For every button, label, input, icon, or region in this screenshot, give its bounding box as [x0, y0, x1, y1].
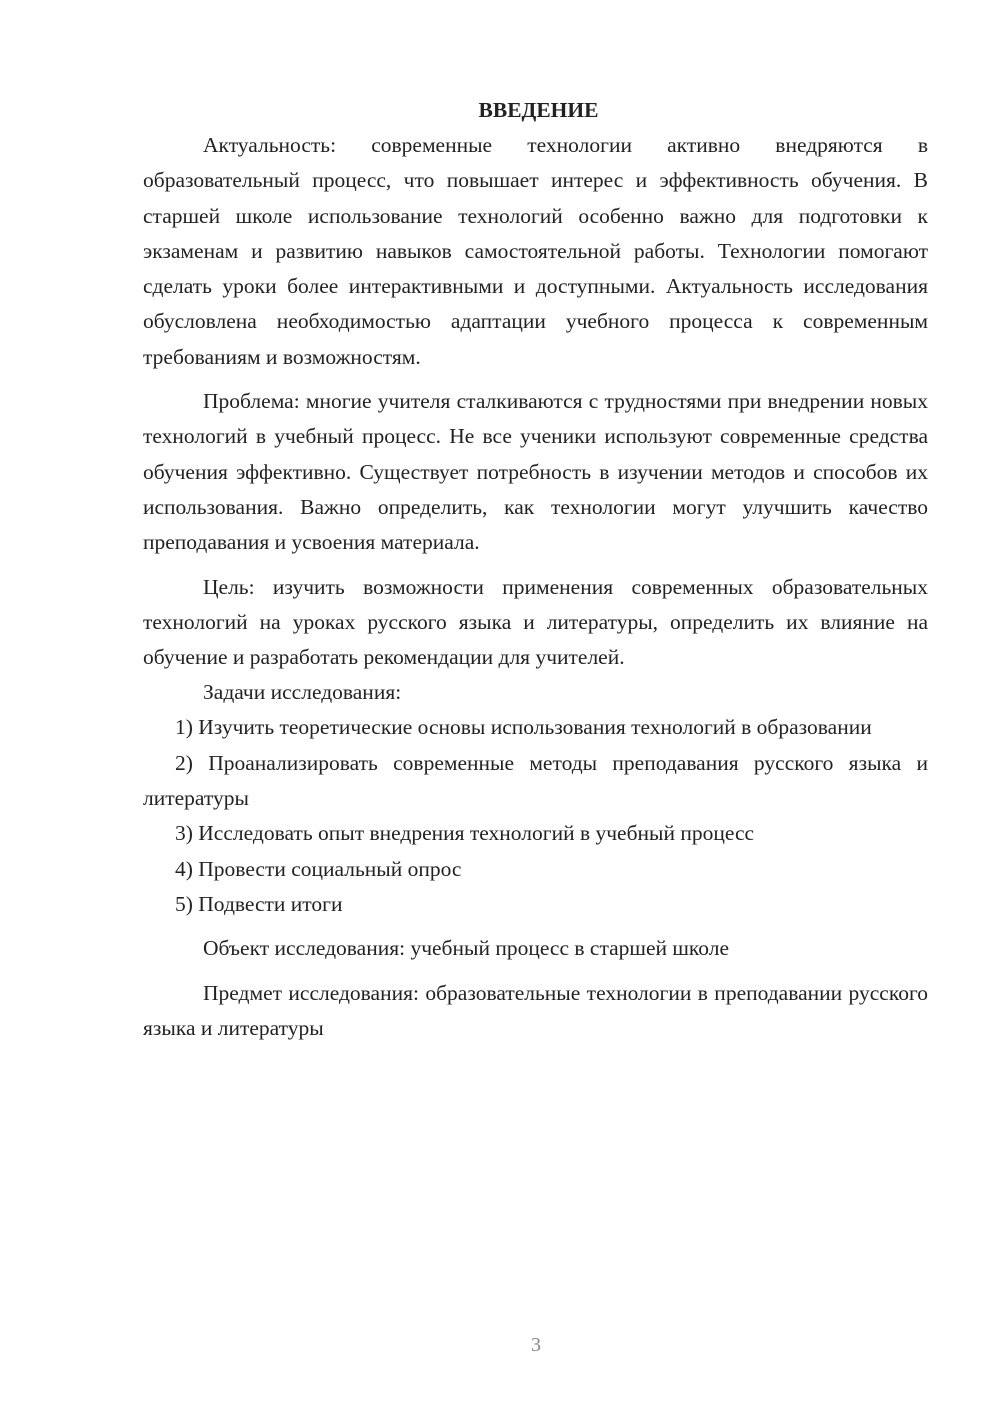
- list-item: 1) Изучить теоретические основы использования технологий в образовании: [175, 715, 872, 740]
- page-number: 3: [531, 1334, 541, 1356]
- list-item: 3) Исследовать опыт внедрения технологий в учебный процесс: [175, 821, 755, 846]
- tasks-list: [143, 710, 928, 922]
- tasks-heading: Задачи исследования:: [203, 680, 402, 705]
- problem-paragraph: Проблема: многие учителя сталкиваются с трудностями при внедрении новых технологий в учебный процесс. Не все ученики используют современные средства обучения эффективно. Существует потребность в изучении методов и способов их использования. Важно определить, как технологии могут улучшить качество преподавания и усвоения материала.: [143, 389, 928, 555]
- document-body: [143, 93, 928, 1046]
- list-item: 4) Провести социальный опрос: [175, 856, 462, 881]
- subject-paragraph: Предмет исследования: образовательные технологии в преподавании русского языка и литературы: [143, 980, 928, 1040]
- relevance-paragraph: Актуальность: современные технологии активно внедряются в образовательный процесс, что повышает интерес и эффективность обучения. В старшей школе использование технологий особенно важно для подготовки к экзаменам и развитию навыков самостоятельной работы. Технологии помогают сделать уроки более интерактивными и доступными. Актуальность исследования обусловлена необходимостью адаптации учебного процесса к современным требованиям и возможностям.: [143, 133, 928, 369]
- goal-paragraph: Цель: изучить возможности применения современных образовательных технологий на уроках русского языка и литературы, определить их влияние на обучение и разработать рекомендации для учителей.: [143, 574, 928, 670]
- object-paragraph: Объект исследования: учебный процесс в старшей школе: [203, 936, 730, 961]
- list-item: 2) Проанализировать современные методы преподавания русского языка и литературы: [143, 750, 928, 811]
- page-title: ВВЕДЕНИЕ: [478, 98, 599, 122]
- list-item: 5) Подвести итоги: [175, 891, 343, 916]
